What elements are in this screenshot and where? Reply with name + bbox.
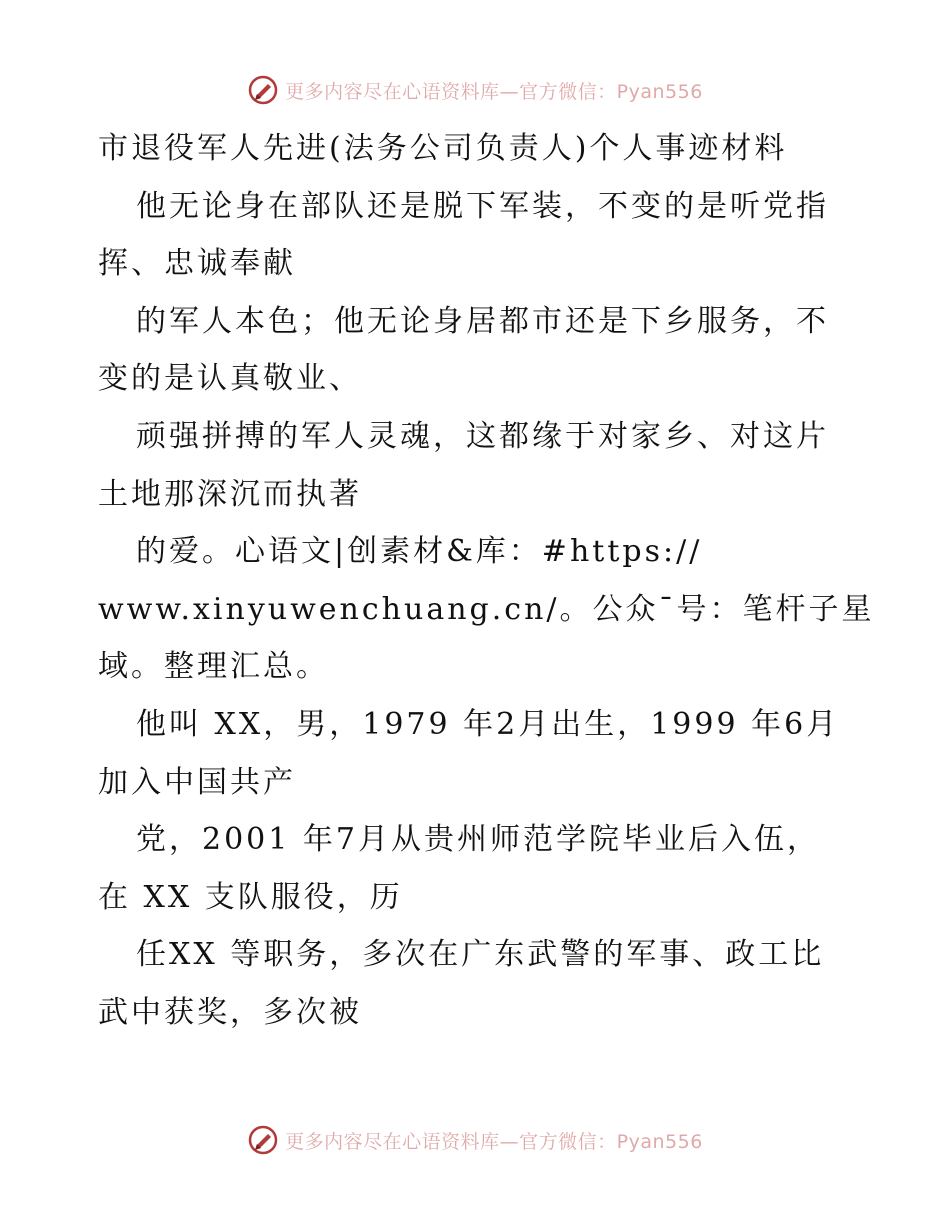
pen-logo-icon xyxy=(247,1124,279,1156)
paragraph-line: 的军人本色；他无论身居都市还是下乡服务，不 xyxy=(136,303,829,339)
paragraph-line: 武中获奖，多次被 xyxy=(98,994,362,1030)
pen-logo-icon xyxy=(247,74,279,106)
paragraph-line: 党，2001 年7月从贵州师范学院毕业后入伍， xyxy=(136,822,820,858)
document-body xyxy=(98,120,875,1042)
paragraph-line: 加入中国共产 xyxy=(98,764,296,800)
footer-banner xyxy=(0,1120,950,1160)
paragraph-line: 土地那深沉而执著 xyxy=(98,476,362,512)
paragraph-line: 在 XX 支队服役，历 xyxy=(98,879,403,915)
paragraph-line: www.xinyuwenchuang.cn/。公众¯号：笔杆子星 xyxy=(98,591,875,627)
paragraph-line: 他无论身在部队还是脱下军装，不变的是听党指 xyxy=(136,188,829,224)
header-banner-text: 更多内容尽在心语资料库—官方微信：Pyan556 xyxy=(285,80,703,103)
paragraph-line: 挥、忠诚奉献 xyxy=(98,246,296,282)
header-banner xyxy=(0,70,950,110)
paragraph-line: 他叫 XX，男，1979 年2月出生，1999 年6月 xyxy=(136,706,840,742)
document-title: 市退役军人先进(法务公司负责人)个人事迹材料 xyxy=(98,131,788,166)
paragraph-line: 域。整理汇总。 xyxy=(98,649,329,685)
paragraph-line: 的爱。心语文|创素材&库：#https:// xyxy=(136,534,703,570)
footer-banner-text: 更多内容尽在心语资料库—官方微信：Pyan556 xyxy=(285,1130,703,1153)
paragraph-line: 任XX 等职务，多次在广东武警的军事、政工比 xyxy=(136,937,825,973)
paragraph-line: 变的是认真敬业、 xyxy=(98,361,362,397)
paragraph-line: 顽强拼搏的军人灵魂，这都缘于对家乡、对这片 xyxy=(136,418,829,454)
